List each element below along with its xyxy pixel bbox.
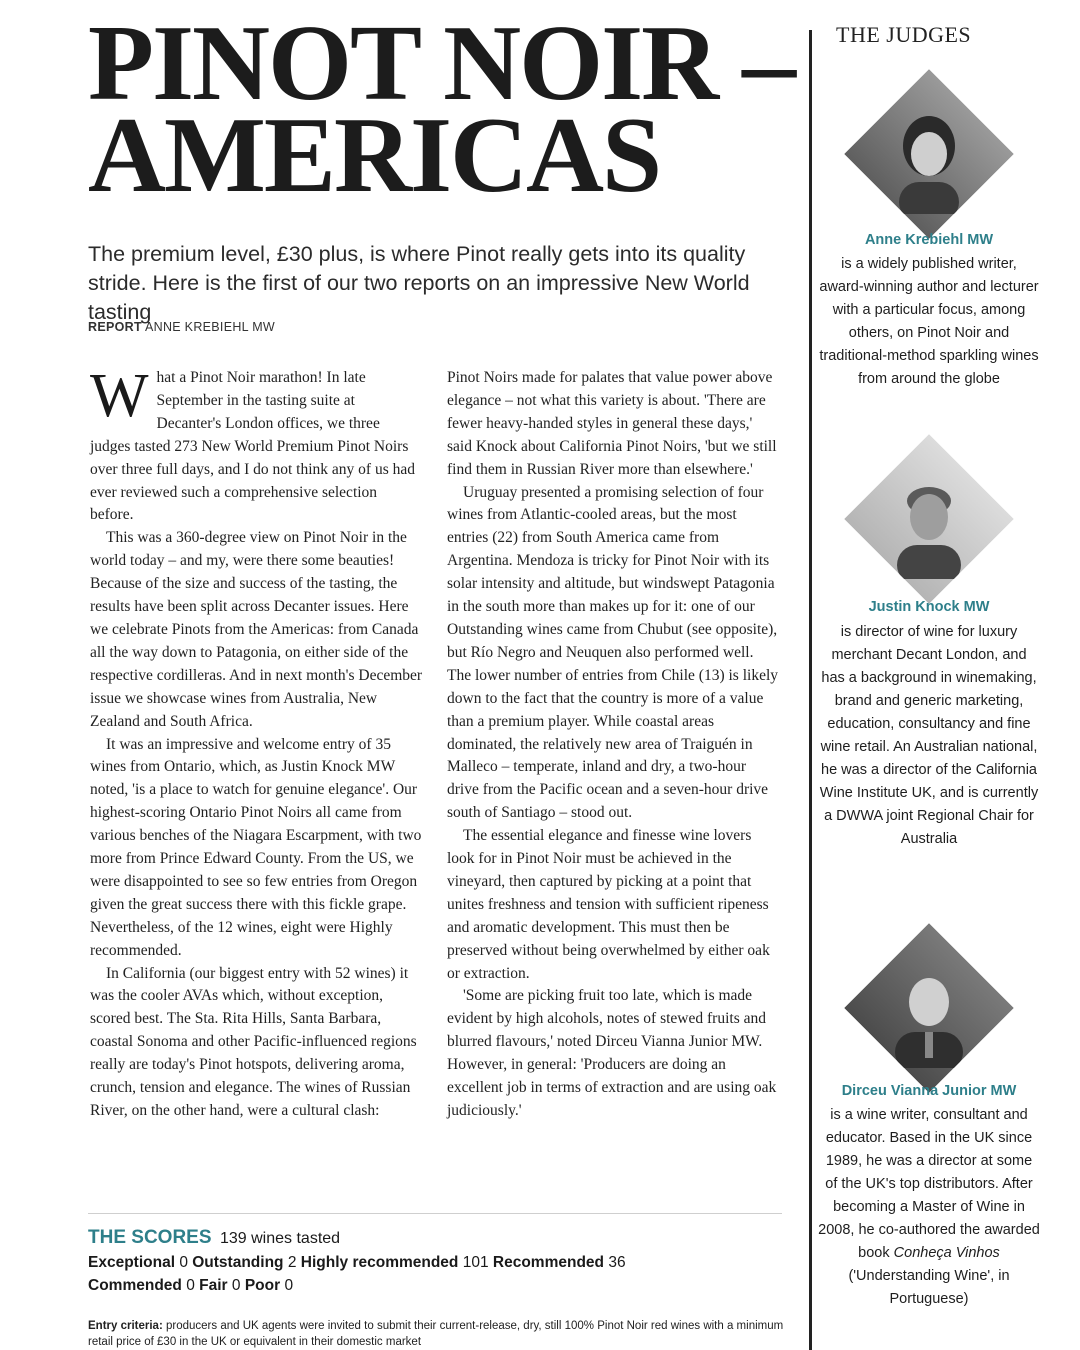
- book-title: Conheça Vinhos: [893, 1245, 1000, 1261]
- body-paragraph: Pinot Noirs made for palates that value power above elegance – not what this variety is about. 'There are fewer heavy-handed styles in general these days,' said Knock about California Pinot Noirs, 'but we still find them in Russian River more than elsewhere.': [447, 369, 777, 478]
- person-photo-icon: [869, 459, 989, 579]
- judge-bio: is director of wine for luxury merchant Decant London, and has a background in winemaking, brand and generic marketing, education, consultancy and fine wine retail. An Australian national, he was a director of the California Wine Institute UK, and is currently a DWWA joint Regional Chair for Australia: [819, 624, 1039, 847]
- sidebar-divider: [809, 30, 812, 1350]
- judge-bio: [818, 1104, 1040, 1311]
- body-paragraph: 'Some are picking fruit too late, which is made evident by high alcohols, notes of stewed fruits and blurred flavours,' noted Dirceu Vianna Junior MW. However, in general: 'Producers are doing an excellent job in terms of extraction and are using oak judiciously.': [447, 987, 777, 1119]
- score-value: 101: [462, 1254, 489, 1271]
- judge-name: Justin Knock MW: [868, 599, 990, 615]
- score-label: Poor: [244, 1277, 281, 1294]
- score-label: Exceptional: [88, 1254, 175, 1271]
- body-paragraph: [90, 362, 423, 527]
- body-paragraph: This was a 360-degree view on Pinot Noir in the world today – and my, were there some beauties! Because of the size and success of the tasting, the results have been split across Decanter issues. Here we celebrate Pinots from the Americas: from Canada all the way down to Patagonia, on either side of the respective cordilleras. And in next month's December issue we showcase wines from Australia, New Zealand and South Africa.: [90, 529, 423, 730]
- scores-breakdown-2: [88, 1274, 788, 1297]
- judge-portrait-anne: [844, 69, 1014, 239]
- score-label: Recommended: [492, 1254, 605, 1271]
- score-value: 0: [284, 1277, 294, 1294]
- judges-heading: THE JUDGES: [836, 22, 972, 47]
- standfirst: The premium level, £30 plus, is where Pinot really gets into its quality stride. Here is the first of our two reports on an impressive New World tasting: [88, 242, 750, 324]
- judge-bio-text: is a wine writer, consultant and educator. Based in the UK since 1989, he was a director at some of the UK's top distributors. After becoming a Master of Wine in 2008, he co-authored the awarded book: [818, 1107, 1040, 1261]
- person-photo-icon: [869, 94, 989, 214]
- body-paragraph: Uruguay presented a promising selection of four wines from Atlantic-cooled areas, but the most entries (22) from South America came from Argentina. Mendoza is tricky for Pinot Noir with its solar intensity and altitude, but windswept Patagonia in the south more than makes up for it: one of our Outstanding wines came from Chubut (see opposite), but Río Negro and Neuquen also performed well. The lower number of entries from Chile (13) is likely down to the fact that the country is more of a value than a premium player. While coastal areas dominated, the relatively new area of Traiguén in Malleco – temperate, inland and dry, a two-hour drive from the Pacific ocean and a seven-hour drive south of Santiago – stood out.: [447, 483, 779, 822]
- body-column-2: [447, 367, 780, 1123]
- body-paragraph: In California (our biggest entry with 52 wines) it was the cooler AVAs which, without exception, scored best. The Sta. Rita Hills, Santa Barbara, coastal Sonoma and other Pacific-influenced regions really are today's Pinot hotspots, delivering aroma, crunch, tension and elegance. The wines of Russian River, on the other hand, were a cultural clash:: [90, 964, 417, 1119]
- body-paragraph: The essential elegance and finesse wine lovers look for in Pinot Noir must be achieved in the vineyard, then captured by picking at a point that unites freshness and tension with sufficient ripeness and aromatic development. This must then be preserved without being overwhelmed by either oak or extraction.: [447, 827, 770, 982]
- judge-portrait-justin: [844, 434, 1014, 604]
- judge-portrait-dirceu: [844, 923, 1014, 1093]
- scores-tasted: 139 wines tasted: [219, 1230, 341, 1247]
- body-column-1: [90, 362, 423, 1123]
- score-label: Outstanding: [192, 1254, 284, 1271]
- judge-name: Dirceu Vianna Junior MW: [841, 1083, 1017, 1099]
- score-value: 36: [608, 1254, 626, 1271]
- judge-bio: is a widely published writer, award-winning author and lecturer with a particular focus, among others, on Pinot Noir and traditional-method sparkling wines from around the globe: [819, 256, 1039, 387]
- body-paragraph: It was an impressive and welcome entry of 35 wines from Ontario, which, as Justin Knock MW noted, 'is a place to watch for genuine elegance'. Our highest-scoring Ontario Pinot Noirs all came from various benches of the Niagara Escarpment, with two more from Prince Edward County. From the US, we were disappointed to see so few entries from Oregon given the great success there with this fickle grape. Nevertheless, of the 12 wines, eight were Highly recommended.: [90, 735, 422, 959]
- entry-criteria: [88, 1318, 788, 1350]
- byline-label: REPORT: [88, 320, 142, 334]
- entry-criteria-label: Entry criteria:: [88, 1320, 163, 1332]
- entry-criteria-text: producers and UK agents were invited to submit their current-release, dry, still 100% Pinot Noir red wines with a minimum retail price of £30 in the UK or equivalent in their domestic market: [88, 1320, 784, 1348]
- byline-author: ANNE KREBIEHL MW: [144, 320, 276, 334]
- score-label: Highly recommended: [300, 1254, 459, 1271]
- scores-title: THE SCORES: [88, 1227, 212, 1248]
- score-value: 0: [179, 1254, 188, 1271]
- headline: [88, 4, 800, 215]
- score-label: Fair: [199, 1277, 228, 1294]
- scores-divider: [88, 1213, 782, 1214]
- scores-breakdown: [88, 1251, 788, 1274]
- byline: [88, 320, 275, 334]
- headline-line-1: PINOT NOIR –: [88, 4, 795, 123]
- score-value: 2: [287, 1254, 297, 1271]
- person-photo-icon: [869, 948, 989, 1068]
- score-value: 0: [231, 1277, 241, 1294]
- body-paragraph-text: hat a Pinot Noir marathon! In late September in the tasting suite at Decanter's London offices, we three judges tasted 273 New World Premium Pinot Noirs over three full days, and I do not think any of us had ever reviewed such a comprehensive selection before.: [90, 369, 415, 524]
- scores-header: [88, 1226, 788, 1251]
- headline-line-2: AMERICAS: [88, 96, 661, 215]
- scores-box: [88, 1226, 788, 1297]
- judge-name: Anne Krebiehl MW: [864, 232, 994, 248]
- judge-bio-text-end: ('Understanding Wine', in Portuguese): [848, 1268, 1010, 1307]
- drop-cap: W: [90, 362, 149, 430]
- score-value: 0: [186, 1277, 195, 1294]
- score-label: Commended: [88, 1277, 182, 1294]
